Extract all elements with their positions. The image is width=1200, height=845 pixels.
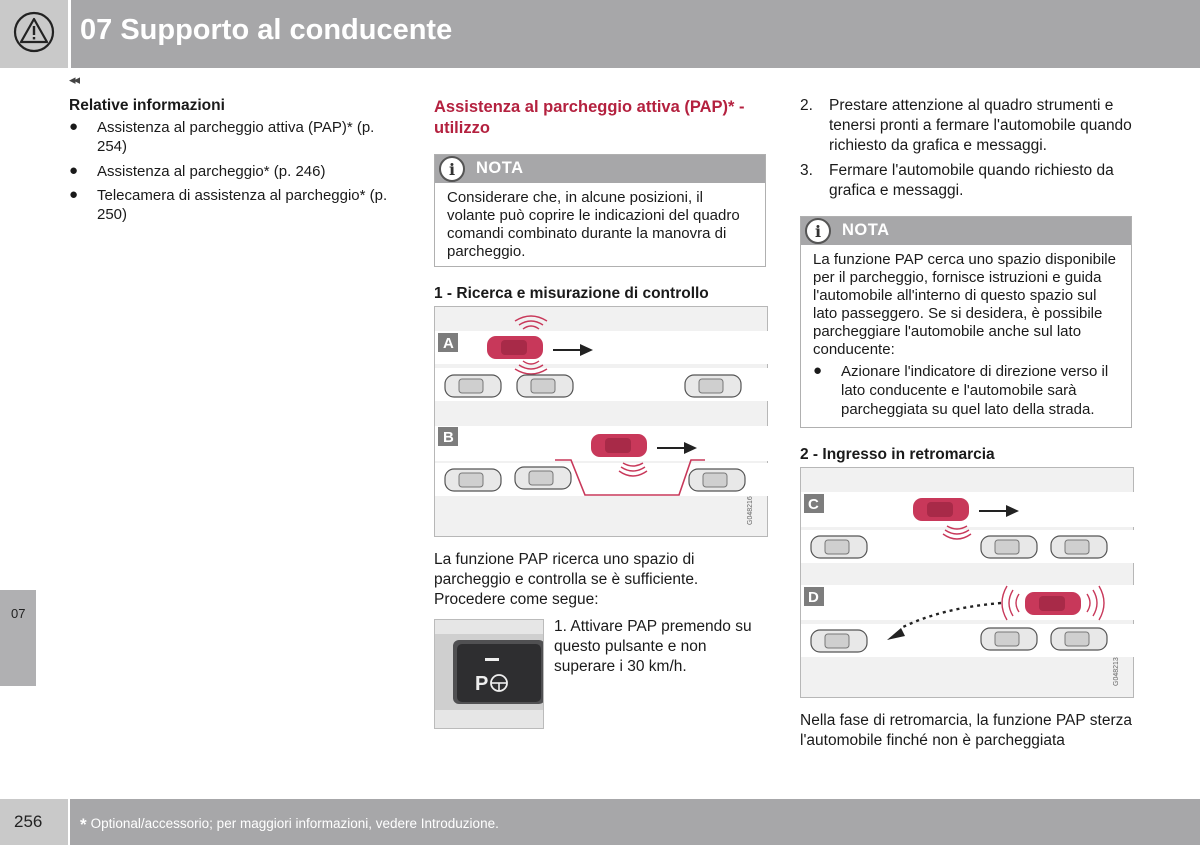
chapter-title: 07 Supporto al conducente bbox=[80, 14, 453, 46]
footer-note bbox=[80, 815, 499, 835]
closing-paragraph: Nella fase di retromarcia, la funzione PAP sterza l'automobile finché non è parcheggiata bbox=[800, 712, 1132, 749]
back-navigation-icon[interactable]: ◂◂ bbox=[69, 72, 79, 87]
step-1-text: 1. Attivare PAP premendo su questo pulsante e non superare i 30 km/h. bbox=[554, 618, 752, 675]
warning-icon bbox=[13, 11, 55, 53]
svg-text:P: P bbox=[475, 673, 489, 695]
note-header bbox=[435, 155, 765, 183]
page-number: 256 bbox=[14, 812, 43, 831]
step-text: Prestare attenzione al quadro strumenti e tenersi pronti a fermare l'automobile quando richiesto da grafica e messaggi. bbox=[829, 97, 1132, 154]
diagram-reverse-graphic bbox=[801, 468, 1135, 699]
diagram-label-a: A bbox=[443, 335, 454, 352]
diagram-search-graphic bbox=[435, 307, 769, 538]
step-item bbox=[800, 96, 1140, 156]
bullet-icon: ● bbox=[813, 362, 823, 379]
figure-code: G048216 bbox=[747, 496, 754, 525]
related-link-item[interactable] bbox=[69, 186, 399, 226]
header-icon-box bbox=[0, 0, 68, 68]
chapter-side-tab[interactable] bbox=[0, 590, 36, 686]
pap-button-photo bbox=[434, 619, 544, 729]
figure-code: G048213 bbox=[1113, 657, 1120, 686]
diagram-reverse bbox=[800, 467, 1134, 698]
note-label: NOTA bbox=[476, 159, 524, 177]
bullet-icon: ● bbox=[69, 162, 79, 179]
diagram-label-c: C bbox=[808, 496, 819, 513]
header-divider bbox=[68, 0, 71, 68]
info-icon: i bbox=[439, 156, 465, 182]
bullet-icon: ● bbox=[69, 118, 79, 135]
note-body: La funzione PAP cerca uno spazio disponibile per il parcheggio, fornisce istruzioni e guida l'automobile all'interno di questo spazio sul lato passeggero. Se si desidera, è possibile parcheggiare l'automobile anche sul lato conducente: bbox=[813, 251, 1116, 358]
footnote-star: * bbox=[80, 815, 87, 834]
chapter-side-tab-label: 07 bbox=[11, 606, 26, 621]
diagram-title: 1 - Ricerca e misurazione di controllo bbox=[434, 285, 709, 302]
diagram-label-b: B bbox=[443, 429, 454, 446]
note-box bbox=[800, 216, 1132, 428]
related-link-item[interactable] bbox=[69, 162, 399, 182]
diagram-title: 2 - Ingresso in retromarcia bbox=[800, 446, 995, 463]
note-box bbox=[434, 154, 766, 267]
step-number: 3. bbox=[800, 162, 813, 179]
diagram-search bbox=[434, 306, 768, 537]
section-title: Assistenza al parcheggio attiva (PAP)* - utilizzo bbox=[434, 98, 745, 137]
related-info-title: Relative informazioni bbox=[69, 97, 225, 114]
related-link-text[interactable]: Assistenza al parcheggio* (p. 246) bbox=[97, 163, 326, 180]
step-item bbox=[800, 161, 1140, 201]
bullet-icon: ● bbox=[69, 186, 79, 203]
footer-note-text: Optional/accessorio; per maggiori informazioni, vedere Introduzione. bbox=[90, 816, 499, 831]
info-icon: i bbox=[805, 218, 831, 244]
related-link-item[interactable] bbox=[69, 118, 399, 158]
related-link-text[interactable]: Assistenza al parcheggio attiva (PAP)* (p. 254) bbox=[97, 119, 375, 155]
step-number: 2. bbox=[800, 97, 813, 114]
note-bullet-text: Azionare l'indicatore di direzione verso il lato conducente e l'automobile sarà parcheggiata su quel lato della strada. bbox=[841, 363, 1109, 418]
note-header bbox=[801, 217, 1131, 245]
note-body: Considerare che, in alcune posizioni, il volante può coprire le indicazioni del quadro comandi combinato durante la manovra di parcheggio. bbox=[447, 189, 740, 260]
note-label: NOTA bbox=[842, 221, 890, 239]
intro-paragraph: La funzione PAP ricerca uno spazio di parcheggio e controlla se è sufficiente. Procedere come segue: bbox=[434, 551, 699, 608]
diagram-label-d: D bbox=[808, 589, 819, 606]
step-text: Fermare l'automobile quando richiesto da grafica e messaggi. bbox=[829, 162, 1114, 199]
related-link-text[interactable]: Telecamera di assistenza al parcheggio* (p. 250) bbox=[97, 187, 388, 223]
